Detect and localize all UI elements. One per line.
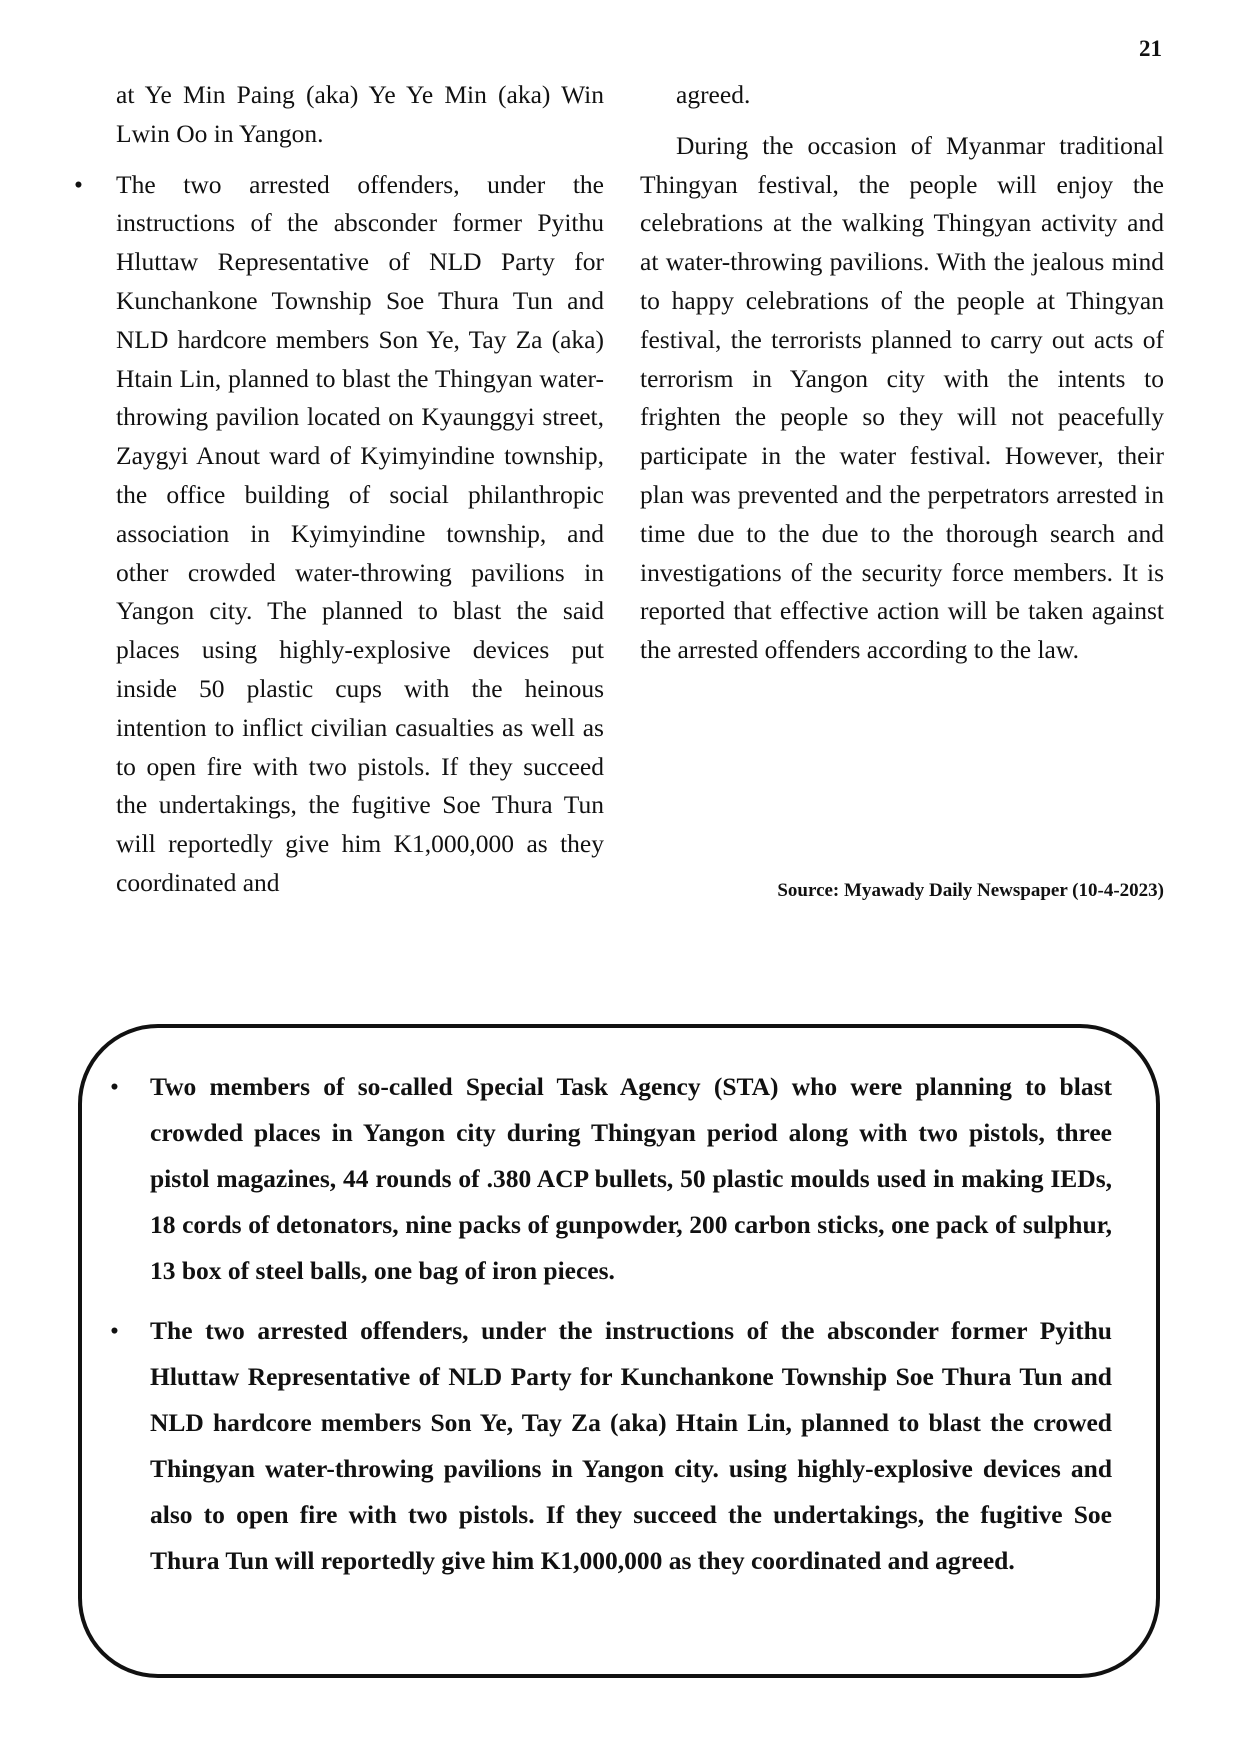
bullet-dot-icon: • (110, 1316, 119, 1345)
right-continued-text: agreed. (676, 80, 751, 109)
page-number: 21 (1139, 36, 1162, 61)
left-continued-text: at Ye Min Paing (aka) Ye Ye Min (aka) Win Lwin Oo in Yangon. (116, 80, 604, 148)
left-column (74, 76, 604, 903)
callout-bullet-text: Two members of so-called Special Task Agency (STA) who were planning to blast crowded places in Yangon city during Thingyan period along with two pistols, three pistol magazines, 44 rounds of .380 ACP bullets, 50 plastic moulds used in making IEDs, 18 cords of detonators, nine packs of gunpowder, 200 carbon sticks, one pack of sulphur, 13 box of steel balls, one bag of iron pieces. (150, 1072, 1112, 1285)
right-column (640, 76, 1164, 670)
callout-bullet-text: The two arrested offenders, under the instructions of the absconder former Pyithu Hluttaw Representative of NLD Party for Kunchankone Township Soe Thura Tun and NLD hardcore members Son Ye, Tay Za (aka) Htain Lin, planned to blast the crowed Thingyan water-throwing pavilions in Yangon city. using highly-explosive devices and also to open fire with two pistols. If they succeed the undertakings, the fugitive Soe Thura Tun will reportedly give him K1,000,000 as they coordinated and agreed. (150, 1316, 1112, 1575)
callout-bullet-item (110, 1308, 1112, 1584)
source-citation: Source: Myawady Daily Newspaper (10-4-2023) (777, 880, 1164, 901)
left-bullet-text: The two arrested offenders, under the instructions of the absconder former Pyithu Hluttaw Representative of NLD Party for Kunchankone Township Soe Thura Tun and NLD hardcore members Son Ye, Tay Za (aka) Htain Lin, planned to blast the Thingyan water-throwing pavilion located on Kyaunggyi street, Zaygyi Anout ward of Kyimyindine township, the office building of social philanthropic association in Kyimyindine township, and other crowded water-throwing pavilions in Yangon city. The planned to blast the said places using highly-explosive devices put inside 50 plastic cups with the heinous intention to inflict civilian casualties as well as to open fire with two pistols. If they succeed the undertakings, the fugitive Soe Thura Tun will reportedly give him K1,000,000 as they coordinated and (116, 169, 604, 897)
bullet-dot-icon: • (110, 1072, 119, 1101)
callout-bullet-list (110, 1064, 1112, 1584)
right-paragraph: During the occasion of Myanmar traditional Thingyan festival, the people will enjoy the celebrations at the walking Thingyan activity and at water-throwing pavilions. With the jealous mind to happy celebrations of the people at Thingyan festival, the terrorists planned to carry out acts of terrorism in Yangon city with the intents to frighten the people so they will not peacefully participate in the water festival. However, their plan was prevented and the perpetrators arrested in time due to the due to the thorough search and investigations of the security force members. It is reported that effective action will be taken against the arrested offenders according to the law. (640, 130, 1164, 665)
left-bullet-item (74, 166, 604, 903)
callout-bullet-item (110, 1064, 1112, 1294)
summary-callout-box (78, 1024, 1160, 1678)
bullet-dot-icon: • (74, 169, 83, 199)
